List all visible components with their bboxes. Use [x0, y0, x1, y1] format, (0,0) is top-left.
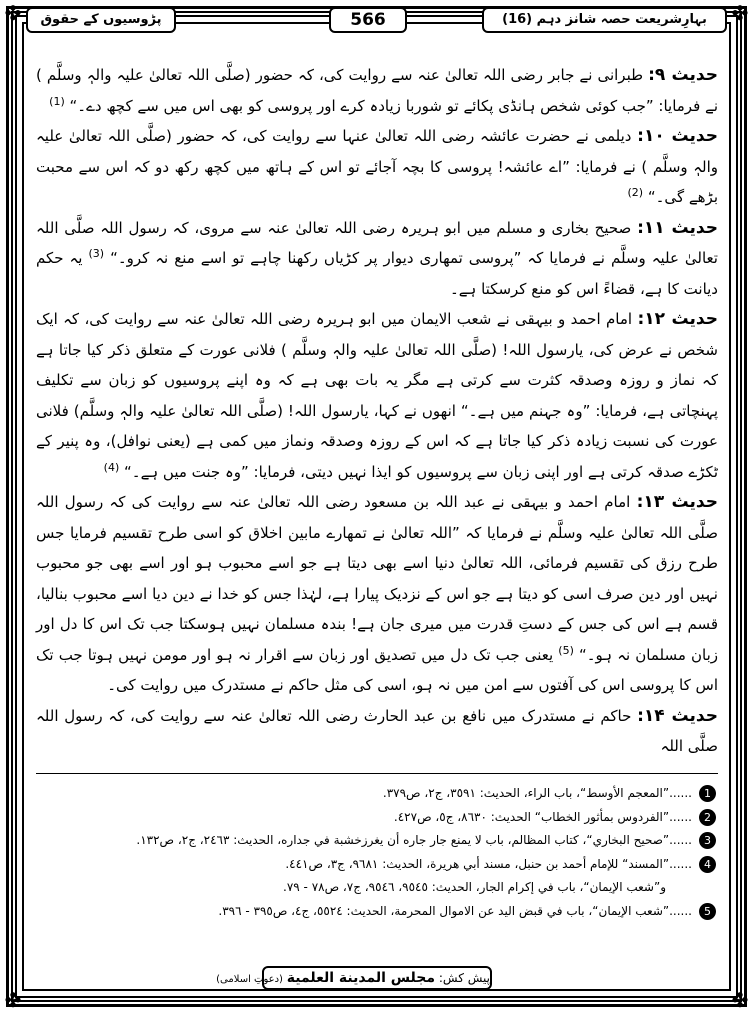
footnote-ref: (5)	[558, 643, 574, 657]
footnotes	[36, 773, 718, 923]
footnote-item	[36, 782, 718, 806]
hadith-label: حدیث ۱۴:	[637, 705, 718, 726]
publisher-name: مجلس المدينة العلمية	[286, 970, 436, 986]
footnote-item	[36, 900, 718, 924]
page-header	[26, 7, 727, 35]
footnote-text: ......”المسند“ للإمام أحمد بن حنبل، مسند أبي هريرة، الحديث: ٩٦٨١، ج٣، ص٤٤١.	[285, 856, 692, 871]
hadith-paragraph	[36, 213, 718, 305]
footnote-ref: (3)	[88, 247, 105, 260]
book-title: بہارِشریعت حصہ شانز دہم (16)	[482, 7, 727, 33]
footnote-text: ......”المعجم الأوسط“، باب الراء، الحديث: ٣٥٩١، ج٢، ص٣٧٩.	[382, 786, 692, 800]
hadith-label: حدیث ۱۳:	[636, 492, 718, 512]
corner-ornament-icon: ✤	[4, 988, 22, 1012]
footer-prefix: پیش کش:	[438, 971, 490, 985]
corner-ornament-icon: ✤	[731, 988, 749, 1012]
footnote-number: 1	[699, 785, 716, 802]
hadith-label: حدیث ۱۲:	[637, 309, 718, 329]
hadith-text: امام احمد و بیہقی نے عبد اللہ بن مسعود رضی اللہ تعالیٰ عنہ سے روایت کی کہ رسول اللہ صلَّی اللہ تعالیٰ علیہ وسلَّم نے فرمایا کہ ”اللہ تعالیٰ نے تمھارے مابین اخلاق کو اسی طرح تقسیم فرمایا جس طرح رزق کی تقسیم فرمائی، اللہ تعالیٰ دنیا اسے بھی دیتا ہے جو اسے محبوب ہو اور اسے بھی جو محبوب نہیں اور دین صرف اسی کو دیتا ہے جو اس کے نزدیک پیارا ہے، لہٰذا جس کو خدا نے دین دیا اسے محبوب بنالیا، قسم ہے اس کی جس کے دستِ قدرت میں میری جان ہے! بندہ مسلمان نہیں ہوسکتا جب تک اس کا دل اور زبان مسلمان نہ ہو۔“	[36, 493, 718, 664]
hadith-paragraph	[36, 121, 718, 213]
hadith-paragraph	[36, 701, 718, 762]
hadith-commentary: یہ حکم دیانت کا ہے، قضاءً اس کو منع کرسکتا ہے۔	[36, 249, 718, 298]
corner-ornament-icon: ✤	[731, 1, 749, 25]
footnote-text: ......”شعب الإيمان“، باب في قبض اليد عن الاموال المحرمة، الحديث: ٥٥٢٤، ج٤، ص٣٩٥ - ٣٩٦.	[218, 903, 692, 918]
footnote-item	[36, 806, 718, 830]
hadith-label: حدیث ۱۱:	[637, 217, 719, 238]
footnote-number: 3	[699, 832, 716, 849]
chapter-title: پڑوسیوں کے حقوق	[26, 7, 176, 33]
footnote-item	[36, 829, 718, 853]
footnote-ref: (2)	[627, 186, 644, 199]
hadith-text: دیلمی نے حضرت عائشہ رضی اللہ تعالیٰ عنہا سے روایت کی، کہ حضور (صلَّی اللہ تعالیٰ علیہ والہٖ وسلَّم ) نے فرمایا: ”اے عائشہ! پروسی کا بچہ آجائے تو اس کے ہاتھ میں کچھ رکھ دو کہ اس سے محبت بڑھے گی۔“	[36, 127, 718, 206]
footnote-number: 5	[699, 903, 716, 920]
hadith-text: طبرانی نے جابر رضی اللہ تعالیٰ عنہ سے روایت کی، کہ حضور (صلَّی اللہ تعالیٰ علیہ والہٖ وسلَّم ) نے فرمایا: ”جب کوئی شخص ہانڈی پکائے تو شوربا زیادہ کرے اور پروسی کو بھی اس میں سے کچھ دے۔“	[36, 66, 718, 115]
footnote-ref: (1)	[49, 94, 65, 108]
hadith-text: صحیح بخاری و مسلم میں ابو ہریرہ رضی اللہ تعالیٰ عنہ سے مروی، کہ رسول اللہ صلَّی اللہ تعالیٰ علیہ وسلَّم نے فرمایا کہ ”پروسی تمھاری دیوار پر کڑیاں رکھنا چاہے تو اسے منع نہ کرو۔“	[36, 218, 718, 267]
hadith-commentary: یعنی جب تک دل میں تصدیق اور زبان سے اقرار نہ ہو اور مومن نہیں ہوتا جب تک اس کا پروسی اس کی آفتوں سے امن میں نہ ہو، اسی کی مثل حاکم نے مستدرک میں روایت کی۔	[36, 645, 718, 694]
footnote-text: ......”صحيح البخاري“، كتاب المظالم، باب لا يمنع جار جاره أن يغرزخشبة في جداره، الحديث: ٢٤٦٣، ج٢، ص١٣٢.	[136, 833, 692, 847]
hadith-paragraph	[36, 60, 718, 121]
footnote-item	[36, 853, 718, 877]
hadith-text: امام احمد و بیہقی نے شعب الایمان میں ابو ہریرہ رضی اللہ تعالیٰ عنہ سے روایت کی، کہ ایک شخص نے عرض کی، یارسول اللہ! (صلَّی اللہ تعالیٰ علیہ والہٖ وسلَّم ) فلانی عورت کے متعلق ذکر کیا جاتا ہے کہ نماز و روزہ وصدقہ کثرت سے کرتی ہے مگر یہ بات بھی ہے کہ وہ اپنے پروسیوں کو زبان سے تکلیف پہنچاتی ہے، فرمایا: ”وہ جہنم میں ہے۔“ انھوں نے کہا، یارسول اللہ! (صلَّی اللہ تعالیٰ علیہ والہٖ وسلَّم) فلانی عورت کی نسبت زیادہ ذکر کیا جاتا ہے کہ اس کے روزہ وصدقہ ونماز میں کمی ہے (یعنی نوافل)، وہ پنیر کے ٹکڑے صدقہ کرتی ہے اور اپنی زبان سے پروسیوں کو ایذا نہیں دیتی، فرمایا: ”وہ جنت میں ہے۔“	[36, 310, 718, 481]
main-text	[36, 60, 718, 762]
footnote-number: 4	[699, 856, 716, 873]
hadith-label: حدیث ۹:	[648, 65, 718, 85]
hadith-paragraph	[36, 304, 718, 487]
footnote-ref: (4)	[103, 460, 120, 474]
hadith-paragraph	[36, 487, 718, 701]
corner-ornament-icon: ✤	[4, 1, 22, 25]
footnote-number: 2	[699, 809, 716, 826]
footnote-item	[36, 876, 718, 900]
footnote-text: ......”الفردوس بمأثور الخطاب“ الحديث: ٨٦٣٠، ج٥، ص٤٢٧.	[393, 809, 692, 824]
footnote-text: و”شعب الإيمان“، باب في إكرام الجار، الحديث: ٩٥٤٥، ٩٥٤٦، ج٧، ص٧٨ - ٧٩.	[283, 880, 666, 894]
hadith-text: حاکم نے مستدرک میں نافع بن عبد الحارث رضی اللہ تعالیٰ عنہ سے روایت کی، کہ رسول اللہ صلَّی اللہ	[36, 706, 718, 755]
page-number: 566	[329, 7, 407, 33]
publisher-footer	[216, 966, 492, 990]
hadith-label: حدیث ۱۰:	[637, 126, 718, 146]
publisher-affiliation: (دعوتِ اسلامی)	[216, 974, 283, 985]
